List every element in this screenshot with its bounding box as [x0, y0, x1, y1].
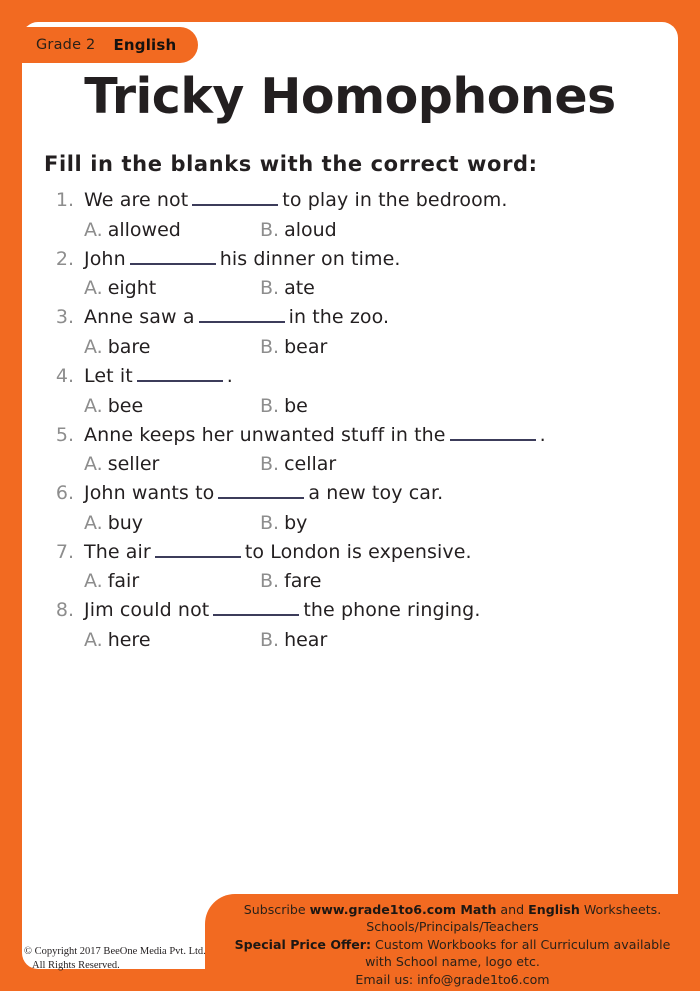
question-number: 7.: [55, 540, 74, 563]
option-b-letter: B.: [260, 570, 280, 593]
question-line: [44, 423, 644, 449]
question-text-before: Let it: [84, 364, 133, 387]
question-line: [44, 481, 644, 507]
option-b[interactable]: [260, 336, 327, 358]
footer-offer-text: Custom Workbooks for all Curriculum available: [371, 936, 671, 952]
option-a-letter: A.: [84, 394, 103, 417]
answer-blank[interactable]: [192, 189, 278, 206]
option-a[interactable]: [84, 512, 260, 534]
option-b-text: hear: [284, 629, 328, 652]
option-b-text: cellar: [284, 453, 337, 476]
option-b[interactable]: [260, 629, 327, 651]
question-options: [44, 277, 644, 299]
question-text-after: his dinner on time.: [219, 247, 401, 270]
question-text-before: We are not: [84, 189, 189, 211]
grade-label: Grade 2: [36, 37, 96, 53]
option-b-text: aloud: [284, 218, 337, 241]
option-b-text: bear: [284, 335, 328, 358]
footer-subscribe-line: [205, 901, 700, 918]
option-b-text: ate: [284, 277, 315, 300]
question-options: [44, 570, 644, 592]
answer-blank[interactable]: [199, 306, 285, 323]
option-a-letter: A.: [84, 453, 103, 476]
option-b-letter: B.: [260, 335, 280, 358]
question-block: [44, 188, 644, 241]
question-line: [44, 364, 644, 390]
option-b-letter: B.: [260, 629, 280, 652]
question-block: [44, 598, 644, 651]
question-number: 5.: [55, 423, 74, 446]
question-text-before: Anne keeps her unwanted stuff in the: [84, 423, 446, 446]
option-a-letter: A.: [84, 629, 103, 652]
option-a-letter: A.: [84, 277, 103, 300]
question-block: [44, 305, 644, 358]
subject-label: English: [113, 36, 177, 54]
grade-subject-badge: [0, 27, 198, 63]
copyright-line-1: © Copyright 2017 BeeOne Media Pvt. Ltd.: [24, 945, 206, 957]
option-a-text: buy: [107, 511, 144, 534]
question-number: 2.: [55, 247, 74, 270]
answer-blank[interactable]: [137, 365, 223, 382]
option-b-letter: B.: [260, 277, 280, 300]
option-b[interactable]: [260, 277, 315, 299]
question-text-after: a new toy car.: [308, 482, 444, 505]
question-options: [44, 453, 644, 475]
option-a[interactable]: [84, 453, 260, 475]
option-a-letter: A.: [84, 570, 103, 593]
option-a-text: here: [107, 629, 151, 652]
instruction-text: Fill in the blanks with the correct word:: [44, 152, 538, 176]
option-a-text: eight: [107, 277, 157, 300]
answer-blank[interactable]: [155, 541, 241, 558]
option-b[interactable]: [260, 453, 336, 475]
footer-email-line[interactable]: Email us: info@grade1to6.com: [355, 971, 550, 987]
option-b-letter: B.: [260, 218, 280, 241]
question-options: [44, 336, 644, 358]
footer-subscribe-pre: Subscribe: [243, 902, 310, 917]
option-b-letter: B.: [260, 394, 280, 417]
option-a[interactable]: [84, 395, 260, 417]
question-options: [44, 219, 644, 241]
question-text-after: .: [226, 364, 233, 387]
answer-blank[interactable]: [213, 599, 299, 616]
question-block: [44, 364, 644, 417]
option-a-text: bare: [107, 335, 151, 358]
option-a[interactable]: [84, 629, 260, 651]
question-block: [44, 540, 644, 593]
question-line: [44, 305, 644, 331]
option-a-text: allowed: [107, 218, 181, 241]
question-number: 4.: [55, 364, 74, 387]
option-b-letter: B.: [260, 453, 280, 476]
answer-blank[interactable]: [450, 424, 536, 441]
option-a[interactable]: [84, 570, 260, 592]
answer-blank[interactable]: [130, 248, 216, 265]
question-text-before: John: [84, 247, 126, 270]
question-line: [44, 540, 644, 566]
question-text-after: .: [539, 423, 546, 446]
question-options: [44, 512, 644, 534]
footer-offer-label: Special Price Offer:: [234, 936, 372, 952]
question-options: [44, 629, 644, 651]
option-a[interactable]: [84, 336, 260, 358]
option-b[interactable]: [260, 512, 307, 534]
question-text-before: Jim could not: [84, 599, 210, 622]
option-a[interactable]: [84, 277, 260, 299]
option-a-letter: A.: [84, 218, 103, 241]
footer-customization-line: with School name, logo etc.: [365, 954, 540, 970]
question-text-before: The air: [84, 540, 151, 563]
footer-subject: English: [528, 902, 580, 917]
question-line: [44, 188, 644, 214]
question-options: [44, 395, 644, 417]
option-b[interactable]: [260, 570, 322, 592]
option-a-letter: A.: [84, 511, 103, 534]
option-a-text: fair: [107, 570, 140, 593]
question-number: 6.: [55, 482, 74, 505]
question-line: [44, 598, 644, 624]
question-text-after: in the zoo.: [288, 306, 390, 329]
question-number: 3.: [55, 306, 74, 329]
option-a-text: seller: [107, 453, 160, 476]
footer-and: and: [496, 902, 529, 917]
option-b[interactable]: [260, 219, 337, 241]
option-b[interactable]: [260, 395, 308, 417]
question-block: [44, 481, 644, 534]
option-b-text: fare: [284, 570, 322, 593]
answer-blank[interactable]: [218, 482, 304, 499]
question-text-after: the phone ringing.: [303, 599, 481, 622]
question-block: [44, 247, 644, 300]
option-a[interactable]: [84, 219, 260, 241]
option-b-text: by: [284, 511, 308, 534]
option-b-text: be: [284, 394, 308, 417]
option-b-letter: B.: [260, 511, 280, 534]
question-text-after: to play in the bedroom.: [282, 189, 508, 211]
footer-audience-line: Schools/Principals/Teachers: [366, 919, 539, 935]
copyright-notice: [24, 945, 206, 973]
question-block: [44, 423, 644, 476]
question-text-before: John wants to: [84, 482, 215, 505]
page-title: Tricky Homophones: [84, 68, 616, 125]
option-a-letter: A.: [84, 335, 103, 358]
questions-list: [44, 188, 644, 657]
option-a-text: bee: [107, 394, 144, 417]
copyright-line-2: All Rights Reserved.: [32, 959, 120, 971]
question-number: 1.: [55, 189, 74, 211]
question-number: 8.: [55, 599, 74, 622]
footer-promo-panel: [205, 894, 700, 991]
question-text-after: to London is expensive.: [244, 540, 472, 563]
footer-website[interactable]: www.grade1to6.com Math: [309, 902, 497, 917]
question-line: [44, 247, 644, 273]
question-text-before: Anne saw a: [84, 306, 195, 329]
footer-offer-line: [205, 936, 700, 953]
footer-worksheets: Worksheets.: [579, 902, 662, 917]
